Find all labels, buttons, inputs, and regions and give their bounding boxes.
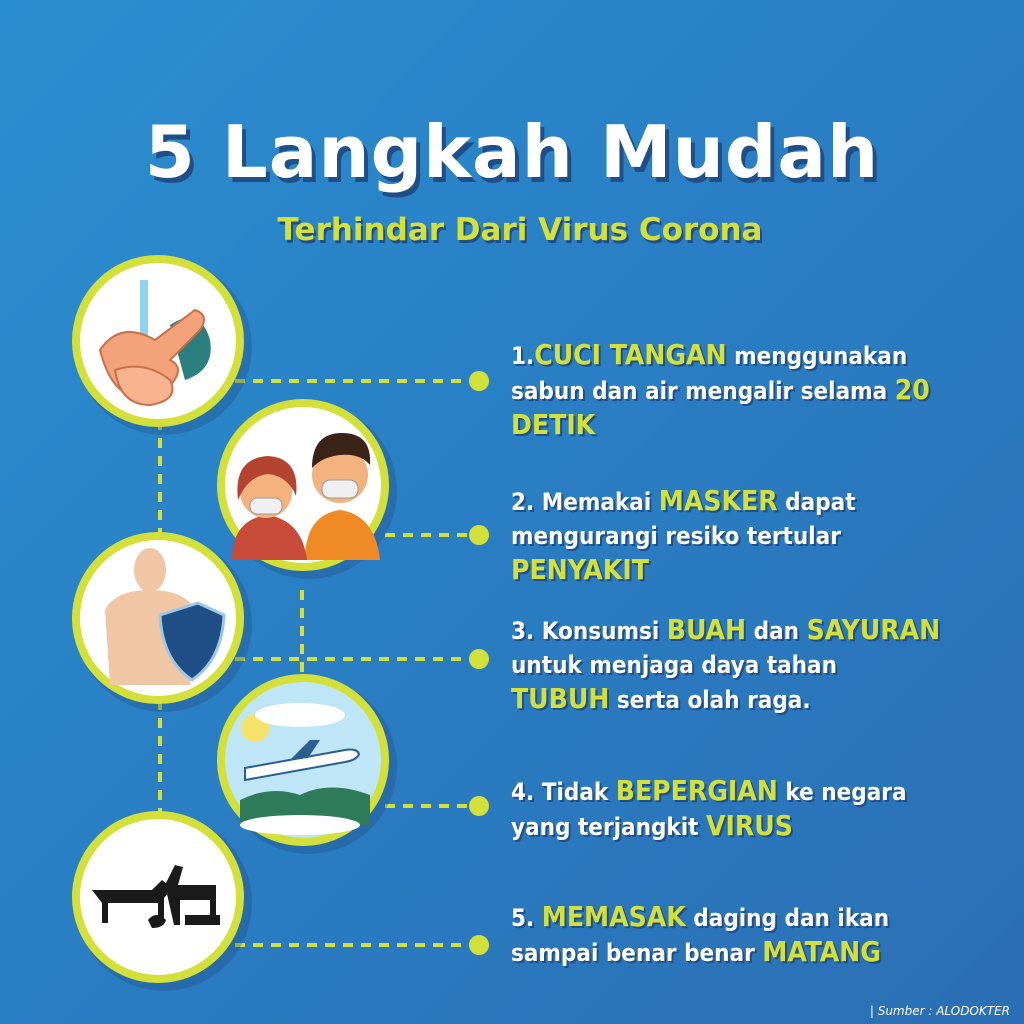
mask-people-icon — [221, 403, 397, 579]
step-3-highlight-1: BUAH — [666, 613, 747, 646]
step-4 — [511, 774, 941, 844]
step-5-prefix: 5. — [511, 904, 542, 932]
page-subtitle: Terhindar Dari Virus Corona — [277, 212, 763, 248]
step-3-text-3: serta olah raga. — [609, 686, 811, 714]
step-2-text: dapat mengurangi resiko tertular — [511, 488, 856, 550]
step-4-highlight-1: BEPERGIAN — [615, 774, 778, 807]
step-5-highlight-1: MEMASAK — [541, 900, 686, 933]
source-credit: | Sumber : ALODOKTER — [869, 1004, 1010, 1018]
step-1 — [511, 338, 941, 443]
step-2-highlight-2: PENYAKIT — [511, 553, 649, 586]
hand-wash-icon — [76, 259, 252, 435]
step-5-text: daging dan ikan sampai benar benar — [511, 904, 890, 967]
step-3-highlight-3: TUBUH — [511, 682, 610, 715]
page-title: 5 Langkah Mudah — [144, 110, 880, 194]
step-3-highlight-2: SAYURAN — [806, 613, 941, 646]
farm-animals-icon — [76, 815, 252, 991]
step-4-text: ke negara yang terjangkit — [511, 778, 907, 841]
step-3-prefix: 3. Konsumsi — [511, 617, 667, 645]
step-1-highlight-1: CUCI TANGAN — [534, 338, 727, 371]
step-2 — [511, 484, 941, 588]
step-3-text-2: untuk menjaga daya tahan — [511, 651, 837, 679]
step-1-text: menggunakan sabun dan air mengalir selama — [511, 342, 908, 405]
step-2-highlight-1: MASKER — [658, 484, 778, 517]
step-2-prefix: 2. Memakai — [511, 488, 659, 516]
step-3 — [511, 613, 941, 717]
connector-dots — [469, 371, 489, 955]
step-4-highlight-2: VIRUS — [706, 809, 793, 842]
step-5 — [511, 900, 941, 970]
airplane-icon — [221, 678, 397, 854]
step-1-prefix: 1. — [511, 342, 535, 370]
body-shield-icon — [76, 536, 252, 712]
step-5-highlight-2: MATANG — [762, 935, 881, 968]
step-3-text-1: dan — [746, 617, 807, 645]
step-1-highlight-2: 20 DETIK — [511, 373, 930, 441]
step-4-prefix: 4. Tidak — [511, 778, 616, 806]
